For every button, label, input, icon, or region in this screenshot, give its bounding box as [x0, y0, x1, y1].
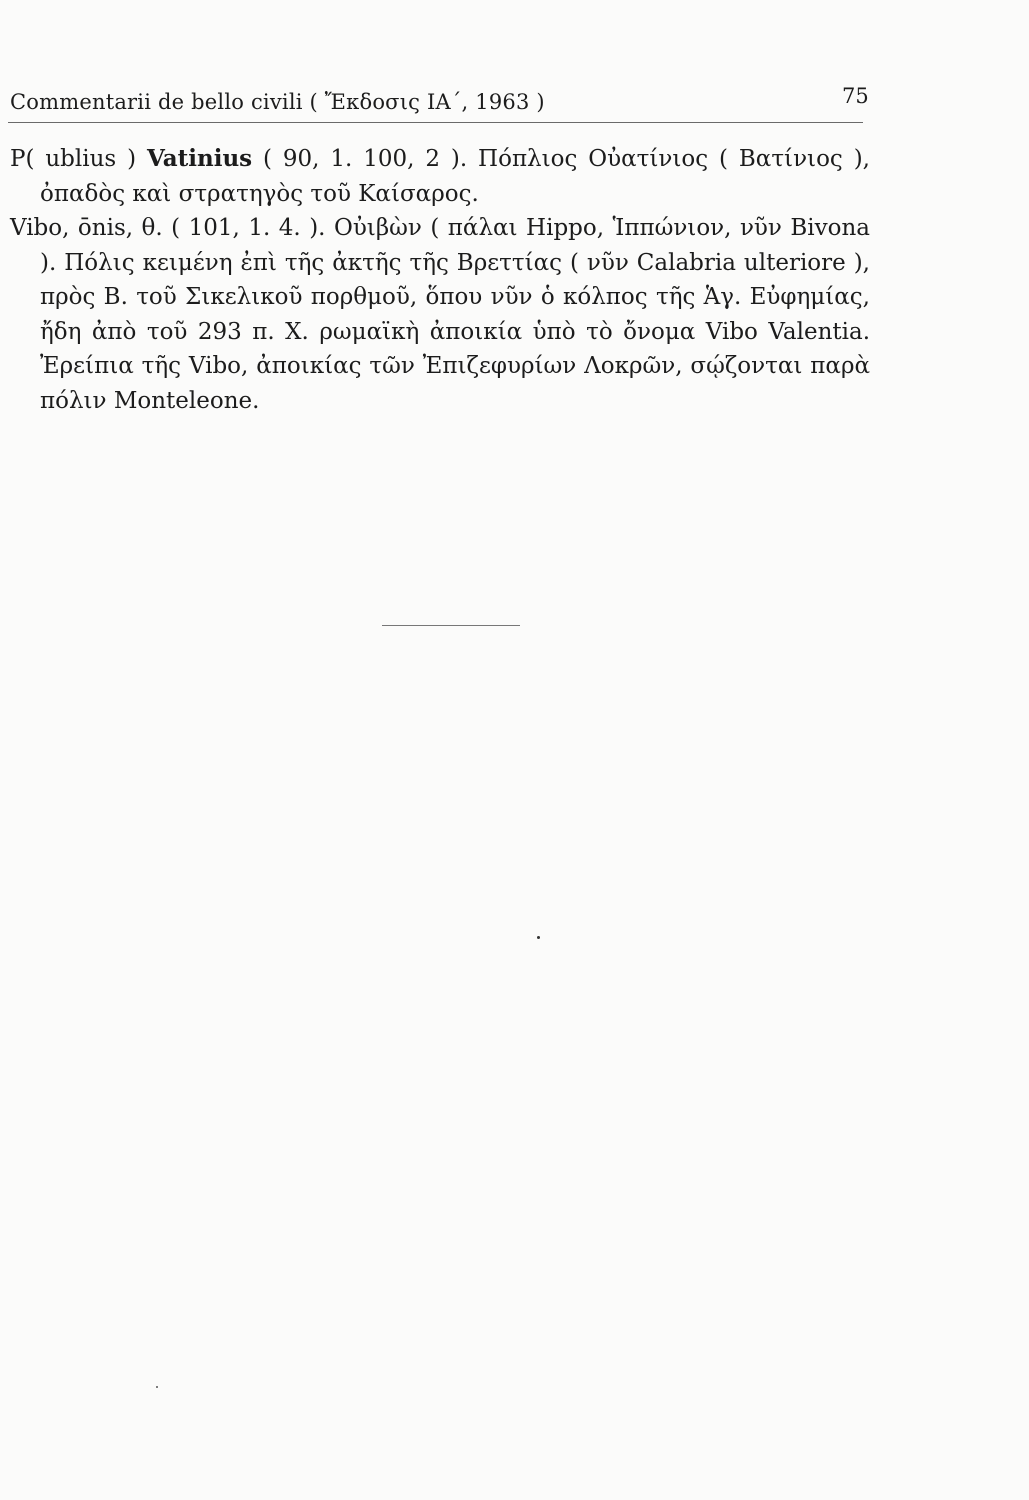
entry-headword: Vatinius: [146, 145, 253, 172]
section-divider: [382, 625, 520, 626]
entry-vibo: [10, 211, 870, 418]
ink-speck: [156, 1386, 158, 1388]
page-number: 75: [842, 84, 869, 108]
header-rule: [8, 122, 863, 123]
entry-body: Vibo, ōnis, θ. ( 101, 1. 4. ). Οὐιβὼν ( πάλαι Hippo, Ἱππώνιον, νῦν Bivona ). Πόλις κειμένη ἐπὶ τῆς ἀκτῆς τῆς Βρεττίας ( νῦν Calabria ulteriore ), πρὸς Β. τοῦ Σικελικοῦ πορθμοῦ, ὅπου νῦν ὁ κόλπος τῆς Ἁγ. Εὐφημίας, ἤδη ἀπὸ τοῦ 293 π. Χ. ρωμαϊκὴ ἀποικία ὑπὸ τὸ ὄνομα Vibo Valentia. Ἐρείπια τῆς Vibo, ἀποικίας τῶν Ἐπιζεφυρίων Λοκρῶν, σῴζονται παρὰ πόλιν Monteleone.: [10, 215, 870, 414]
entry-body: ( 90, 1. 100, 2 ). Πόπλιος Οὐατίνιος ( Βατίνιος ), ὀπαδὸς καὶ στρατηγὸς τοῦ Καίσαρος.: [40, 146, 870, 207]
entry-vatinius: [10, 142, 870, 211]
ink-speck: [537, 936, 540, 939]
glossary-entries: [10, 142, 870, 418]
entry-prefix: P( ublius ): [10, 146, 147, 172]
running-header: Commentarii de bello civili ( Ἔκδοσις ΙΑ΄, 1963 ): [10, 90, 545, 114]
